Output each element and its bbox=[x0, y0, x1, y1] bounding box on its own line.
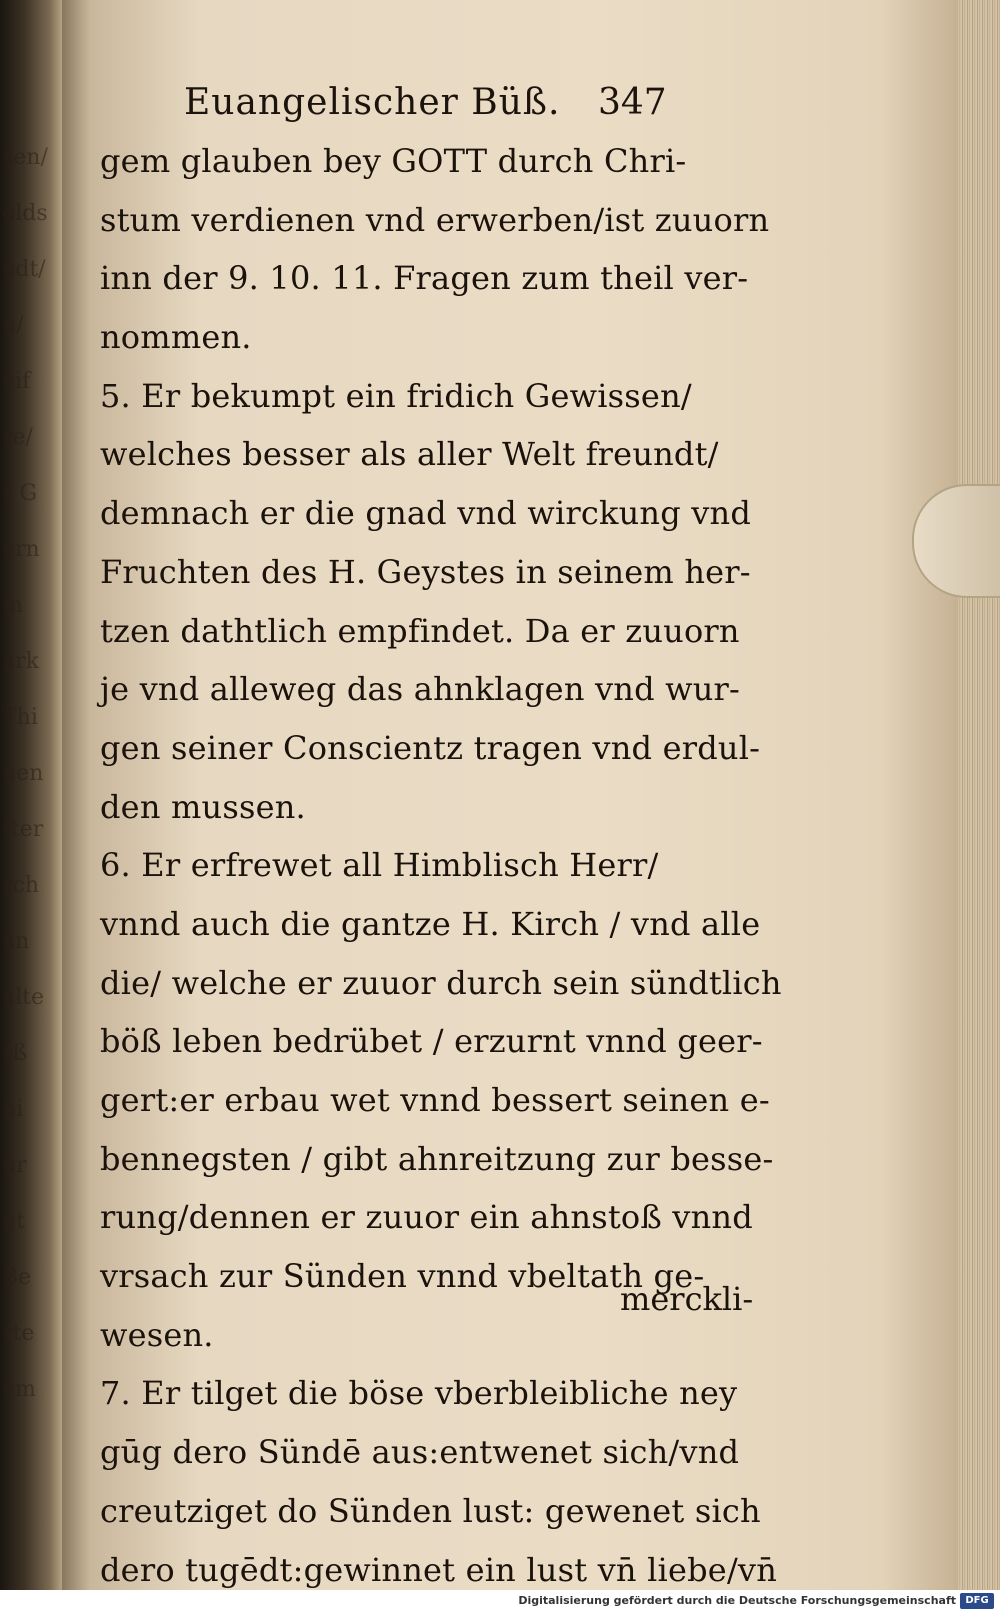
page-header bbox=[184, 82, 744, 128]
text-line: gem glauben bey GOTT durch Chri- bbox=[100, 142, 687, 180]
running-head: Euangelischer Büß. bbox=[184, 82, 561, 123]
text-line: stum verdienen vnd erwerben/ist zuuorn bbox=[100, 200, 770, 239]
left-page-fragment: ern bbox=[2, 537, 40, 562]
text-line: rung/dennen er zuuor ein ahnstoß vnnd bbox=[100, 1198, 753, 1237]
text-line: gūg dero Sündē aus:entwenet sich/vnd bbox=[100, 1433, 740, 1472]
left-page-fragment: rch bbox=[2, 873, 40, 898]
catchword: merckli- bbox=[620, 1280, 754, 1318]
left-page-fragment: olds bbox=[2, 201, 48, 226]
text-line: welches besser als aller Welt freundt/ bbox=[100, 435, 719, 474]
left-page-fragment: ark bbox=[2, 649, 39, 674]
left-page-fragment: odt/ bbox=[2, 257, 46, 282]
text-line: creutziget do Sünden lust: gewenet sich bbox=[100, 1491, 761, 1530]
left-page-fragment: bi bbox=[2, 1097, 24, 1122]
dfg-logo: DFG bbox=[960, 1593, 994, 1609]
left-page-fragment: n/ bbox=[2, 313, 24, 338]
footer-bar bbox=[0, 1590, 1000, 1614]
left-page-fragments bbox=[2, 130, 62, 1418]
text-line: bennegsten / gibt ahnreitzung zur besse- bbox=[100, 1139, 774, 1178]
left-page-fragment: alte bbox=[2, 985, 45, 1010]
right-page-stack bbox=[958, 0, 1000, 1614]
left-page-fragment: rte bbox=[2, 1321, 35, 1346]
text-line: die/ welche er zuuor durch sein sündtlich bbox=[100, 963, 782, 1002]
text-line: Fruchten des H. Geystes in seinem her- bbox=[100, 552, 751, 591]
left-page-fragment: sen/ bbox=[2, 145, 48, 170]
text-line: vnnd auch die gantze H. Kirch / vnd alle bbox=[100, 904, 761, 943]
left-page-fragment: tter bbox=[2, 817, 44, 842]
text-line: 7. Er tilget die böse vberbleibliche ney bbox=[100, 1374, 738, 1413]
text-line: tzen dathtlich empfindet. Da er zuuorn bbox=[100, 611, 740, 650]
text-line: böß leben bedrübet / erzurnt vnnd geer- bbox=[100, 1022, 763, 1061]
text-line: gen seiner Conscientz tragen vnd erdul- bbox=[100, 728, 761, 767]
left-page-fragment: em bbox=[2, 1377, 36, 1402]
left-page-fragment: r G bbox=[2, 481, 38, 506]
left-page-fragment: nen bbox=[2, 761, 44, 786]
left-page-fragment: m bbox=[2, 593, 23, 618]
left-page-fragment: eif bbox=[2, 369, 31, 394]
left-page-fragment: Thi bbox=[2, 705, 38, 730]
text-line: 6. Er erfrewet all Himblisch Herr/ bbox=[100, 846, 659, 885]
text-line: vrsach zur Sünden vnnd vbeltath ge- bbox=[100, 1257, 705, 1296]
text-line: je vnd alleweg das ahnklagen vnd wur- bbox=[100, 670, 741, 709]
footer-credit: Digitalisierung gefördert durch die Deutsche Forschungsgemeinschaft bbox=[518, 1594, 956, 1607]
text-line: den mussen. bbox=[100, 787, 306, 826]
text-line: inn der 9. 10. 11. Fragen zum theil ver- bbox=[100, 259, 749, 298]
text-line: dero tugēdt:gewinnet ein lust vn̄ liebe/vn̄ bbox=[100, 1550, 778, 1589]
left-page-fragment: ur bbox=[2, 1153, 27, 1178]
text-line: wesen. bbox=[100, 1315, 214, 1354]
page-number: 347 bbox=[598, 82, 667, 123]
text-line: 5. Er bekumpt ein fridich Gewissen/ bbox=[100, 376, 692, 415]
body-text bbox=[100, 132, 782, 1599]
left-page-fragment: Be bbox=[2, 1265, 32, 1290]
left-page-fragment: gt bbox=[2, 1209, 25, 1234]
left-page-fragment: re/ bbox=[2, 425, 33, 450]
text-line: gert:er erbau wet vnnd bessert seinen e- bbox=[100, 1081, 770, 1119]
left-page-fragment: rß bbox=[2, 1041, 28, 1066]
text-line: nommen. bbox=[100, 318, 252, 357]
text-line: demnach er die gnad vnd wirckung vnd bbox=[100, 494, 752, 533]
left-page-fragment: an bbox=[2, 929, 30, 954]
